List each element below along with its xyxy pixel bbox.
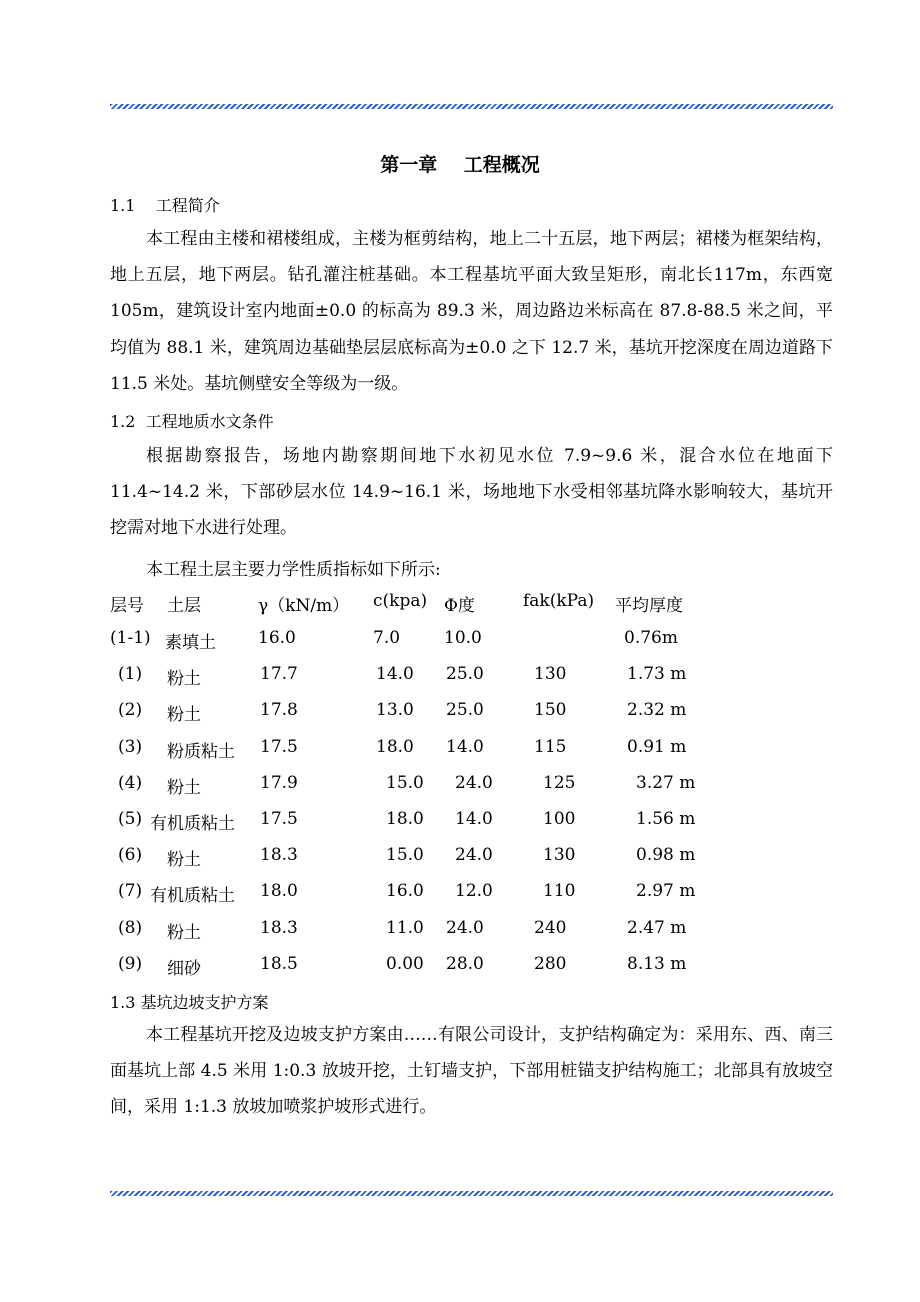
chapter-title: 第一章 工程概况 (380, 154, 540, 176)
table-cell-avg-thickness: 2.32 m (627, 700, 687, 721)
table-cell-avg-thickness: 0.98 m (636, 845, 696, 866)
table-cell-unit-weight: 17.5 (260, 809, 298, 829)
table-cell-soil-type: 粉质粘土 (167, 741, 235, 762)
table-cell-friction-angle: 14.0 (455, 809, 493, 829)
table-cell-layer-no: (6) (118, 845, 143, 866)
table-cell-friction-angle: 24.0 (455, 772, 493, 793)
table-cell-friction-angle: 25.0 (446, 664, 484, 685)
table-cell-unit-weight: 18.5 (260, 953, 298, 974)
table-cell-avg-thickness: 0.91 m (627, 736, 687, 757)
table-cell-friction-angle: 28.0 (446, 953, 484, 974)
table-cell-soil-type: 粉土 (167, 705, 201, 726)
section-heading-1-2: 1.2 工程地质水文条件 (110, 412, 274, 431)
bottom-decorative-rule (110, 1191, 833, 1196)
table-cell-friction-angle: 10.0 (444, 628, 482, 648)
table-cell-cohesion: 18.0 (386, 809, 424, 829)
table-cell-layer-no: (7) (118, 881, 143, 902)
table-cell-unit-weight: 18.0 (260, 881, 298, 902)
table-cell-avg-thickness: 1.73 m (627, 664, 687, 685)
table-header-soil-type: 土层 (167, 596, 201, 616)
table-cell-friction-angle: 24.0 (446, 917, 484, 938)
table-cell-layer-no: (5) (118, 809, 143, 829)
table-cell-fak: 130 (543, 845, 576, 866)
table-cell-layer-no: (1) (118, 664, 143, 685)
table-cell-cohesion: 7.0 (373, 628, 401, 648)
table-cell-unit-weight: 16.0 (258, 628, 296, 648)
table-cell-avg-thickness: 0.76m (624, 628, 678, 648)
table-cell-soil-type: 粉土 (167, 777, 201, 798)
table-cell-layer-no: (3) (118, 736, 143, 757)
table-cell-layer-no: (9) (118, 953, 143, 974)
table-cell-fak: 240 (534, 917, 567, 938)
table-cell-avg-thickness: 8.13 m (627, 953, 687, 974)
table-cell-soil-type: 素填土 (165, 633, 216, 653)
table-cell-fak: 280 (534, 953, 567, 974)
table-cell-unit-weight: 17.5 (260, 736, 298, 757)
table-cell-soil-type: 粉土 (167, 850, 201, 871)
table-cell-soil-type: 粉土 (167, 669, 201, 690)
table-cell-cohesion: 14.0 (376, 664, 414, 685)
section-heading-1-3: 1.3 基坑边坡支护方案 (110, 993, 269, 1012)
table-cell-soil-type: 细砂 (167, 958, 201, 979)
table-cell-cohesion: 15.0 (386, 772, 424, 793)
table-cell-friction-angle: 12.0 (455, 881, 493, 902)
table-cell-layer-no: (4) (118, 772, 143, 793)
table-cell-avg-thickness: 2.97 m (636, 881, 696, 902)
table-cell-fak: 115 (534, 736, 567, 757)
table-cell-avg-thickness: 2.47 m (627, 917, 687, 938)
table-cell-fak: 125 (543, 772, 576, 793)
table-cell-unit-weight: 17.8 (260, 700, 298, 721)
table-cell-layer-no: (2) (118, 700, 143, 721)
table-header-cohesion: c(kpa) (373, 591, 428, 611)
table-cell-cohesion: 11.0 (386, 917, 424, 938)
section-heading-1-1: 1.1 工程简介 (110, 196, 220, 215)
section-1-1-paragraph: 本工程由主楼和裙楼组成，主楼为框剪结构，地上二十五层，地下两层；裙楼为框架结构，地上五层，地下两层。钻孔灌注桩基础。本工程基坑平面大致呈矩形，南北长117m，东西宽 105m，建筑设计室内地面±0.0 的标高为 89.3 米，周边路边米标高在 87.8-88.5 米之间，平均值为 88.1 米，建筑周边基础垫层层底标高为±0.0 之下 12.7 米，基坑开挖深度在周边道路下 11.5 米处。基坑侧壁安全等级为一级。 (110, 229, 833, 394)
table-cell-cohesion: 13.0 (376, 700, 414, 721)
table-cell-fak: 110 (543, 881, 576, 902)
table-header-avg-thickness: 平均厚度 (615, 596, 683, 616)
table-cell-soil-type: 粉土 (167, 922, 201, 943)
table-intro: 本工程土层主要力学性质指标如下所示: (146, 560, 441, 580)
table-cell-unit-weight: 17.9 (260, 772, 298, 793)
table-cell-avg-thickness: 3.27 m (636, 772, 696, 793)
table-cell-layer-no: (1-1) (110, 628, 151, 648)
table-cell-layer-no: (8) (118, 917, 143, 938)
table-header-friction-angle: Φ度 (444, 596, 475, 616)
table-cell-unit-weight: 17.7 (260, 664, 298, 685)
section-1-3-paragraph: 本工程基坑开挖及边坡支护方案由……有限公司设计，支护结构确定为：采用东、西、南三面基坑上部 4.5 米用 1:0.3 放坡开挖，土钉墙支护，下部用桩锚支护结构施工；北部具有放坡空间，采用 1:1.3 放坡加喷浆护坡形式进行。 (110, 1025, 833, 1118)
table-cell-avg-thickness: 1.56 m (636, 809, 696, 829)
table-cell-unit-weight: 18.3 (260, 917, 298, 938)
top-decorative-rule (110, 104, 833, 109)
table-cell-fak: 100 (543, 809, 576, 829)
table-cell-fak: 150 (534, 700, 567, 721)
table-header-fak: fak(kPa) (523, 591, 595, 611)
table-header-unit-weight: γ（kN/m） (258, 596, 350, 616)
table-cell-cohesion: 15.0 (386, 845, 424, 866)
table-cell-friction-angle: 25.0 (446, 700, 484, 721)
table-cell-cohesion: 18.0 (376, 736, 414, 757)
table-header-layer-no: 层号 (110, 596, 144, 616)
section-1-2-paragraph: 根据勘察报告，场地内勘察期间地下水初见水位 7.9~9.6 米，混合水位在地面下11.4~14.2 米，下部砂层水位 14.9~16.1 米，场地地下水受相邻基坑降水影响较大，基坑开挖需对地下水进行处理。 (110, 446, 833, 539)
table-cell-soil-type: 有机质粘土 (150, 814, 235, 834)
table-cell-cohesion: 16.0 (386, 881, 424, 902)
table-cell-friction-angle: 14.0 (446, 736, 484, 757)
table-cell-fak: 130 (534, 664, 567, 685)
table-cell-soil-type: 有机质粘土 (150, 886, 235, 907)
table-cell-cohesion: 0.00 (386, 953, 424, 974)
table-cell-unit-weight: 18.3 (260, 845, 298, 866)
table-cell-friction-angle: 24.0 (455, 845, 493, 866)
